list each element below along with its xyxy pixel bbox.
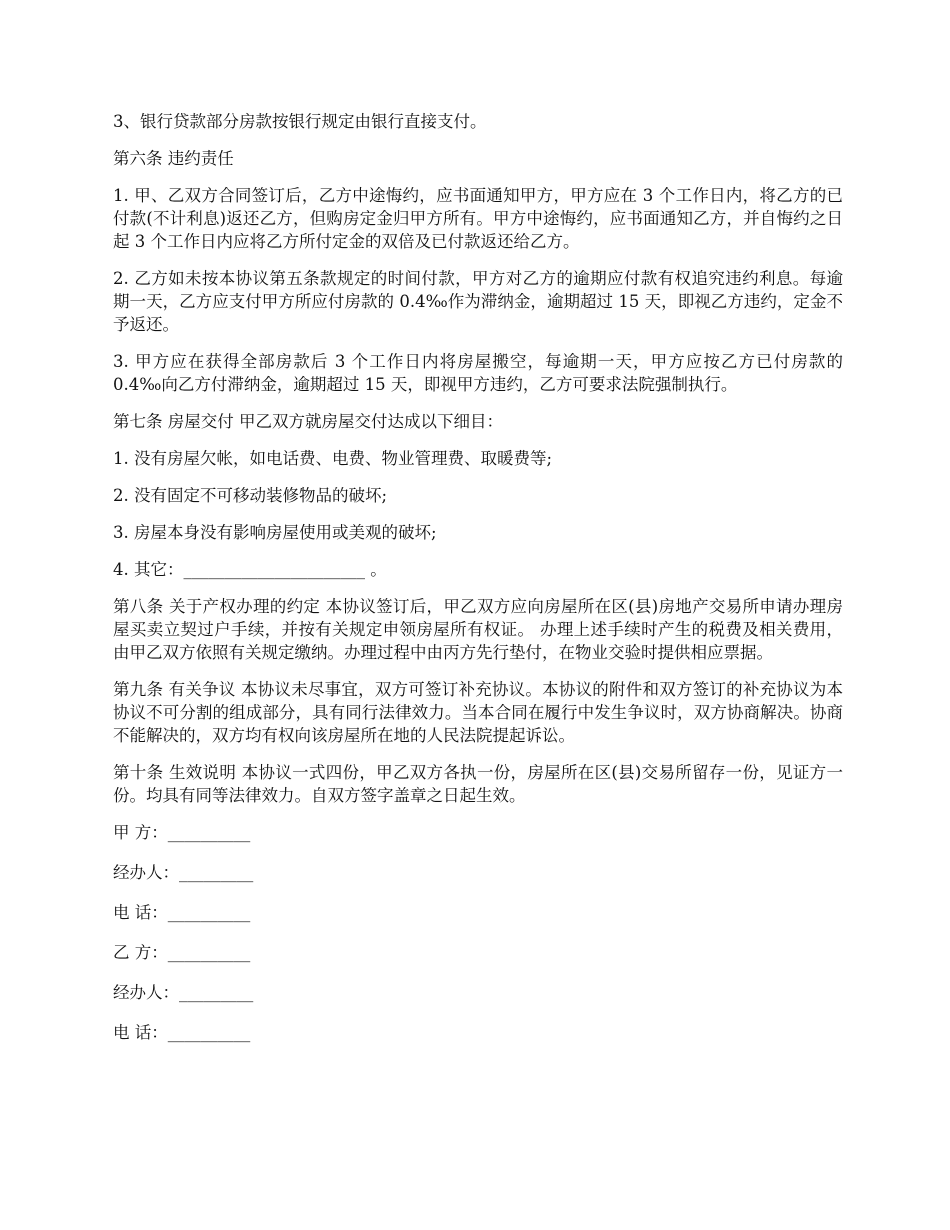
party-a-phone-line: 电 话：__________ bbox=[113, 903, 251, 922]
document-body bbox=[113, 110, 843, 1061]
party-a-agent-line: 经办人：_________ bbox=[113, 863, 254, 882]
clause-7-4: 4. 其它：______________________ 。 bbox=[113, 560, 387, 579]
clause-7-3: 3. 房屋本身没有影响房屋使用或美观的破坏; bbox=[113, 523, 437, 542]
heading-article-6: 第六条 违约责任 bbox=[113, 149, 234, 168]
clause-6-3: 3. 甲方应在获得全部房款后 3 个工作日内将房屋搬空，每逾期一天，甲方应按乙方已付房款的 0.4‰向乙方付滞纳金，逾期超过 15 天，即视甲方违约，乙方可要求法院强制执行。 bbox=[113, 352, 843, 394]
party-a-signature-line: 甲 方：__________ bbox=[113, 823, 251, 842]
clause-7-2: 2. 没有固定不可移动装修物品的破坏; bbox=[113, 486, 388, 505]
signature-block bbox=[113, 821, 843, 1044]
party-b-agent-line: 经办人：_________ bbox=[113, 983, 254, 1002]
clause-bank-loan-payment: 3、银行贷款部分房款按银行规定由银行直接支付。 bbox=[113, 112, 487, 131]
clause-6-1: 1. 甲、乙双方合同签订后，乙方中途悔约，应书面通知甲方，甲方应在 3 个工作日内，将乙方的已付款(不计利息)返还乙方，但购房定金归甲方所有。甲方中途悔约，应书面通知乙方，并自悔约之日起 3 个工作日内应将乙方所付定金的双倍及已付款返还给乙方。 bbox=[113, 186, 843, 251]
article-9: 第九条 有关争议 本协议未尽事宜，双方可签订补充协议。本协议的附件和双方签订的补充协议为本协议不可分割的组成部分，具有同行法律效力。当本合同在履行中发生争议时，双方协商解决。协商不能解决的，双方均有权向该房屋所在地的人民法院提起诉讼。 bbox=[113, 680, 843, 745]
clause-6-2: 2. 乙方如未按本协议第五条款规定的时间付款，甲方对乙方的逾期应付款有权追究违约利息。每逾期一天，乙方应支付甲方所应付房款的 0.4‰作为滞纳金，逾期超过 15 天，即视乙方违约，定金不予返还。 bbox=[113, 269, 843, 334]
heading-article-7: 第七条 房屋交付 甲乙双方就房屋交付达成以下细目： bbox=[113, 412, 503, 431]
clause-7-1: 1. 没有房屋欠帐，如电话费、电费、物业管理费、取暖费等; bbox=[113, 449, 553, 468]
party-b-signature-line: 乙 方：__________ bbox=[113, 943, 251, 962]
article-10: 第十条 生效说明 本协议一式四份，甲乙双方各执一份，房屋所在区(县)交易所留存一份，见证方一份。均具有同等法律效力。自双方签字盖章之日起生效。 bbox=[113, 763, 843, 805]
article-8: 第八条 关于产权办理的约定 本协议签订后，甲乙双方应向房屋所在区(县)房地产交易所申请办理房屋买卖立契过户手续，并按有关规定申领房屋所有权证。 办理上述手续时产生的税费及相关费用，由甲乙双方依照有关规定缴纳。办理过程中由丙方先行垫付，在物业交验时提供相应票据。 bbox=[113, 597, 843, 662]
party-b-phone-line: 电 话：__________ bbox=[113, 1023, 251, 1042]
